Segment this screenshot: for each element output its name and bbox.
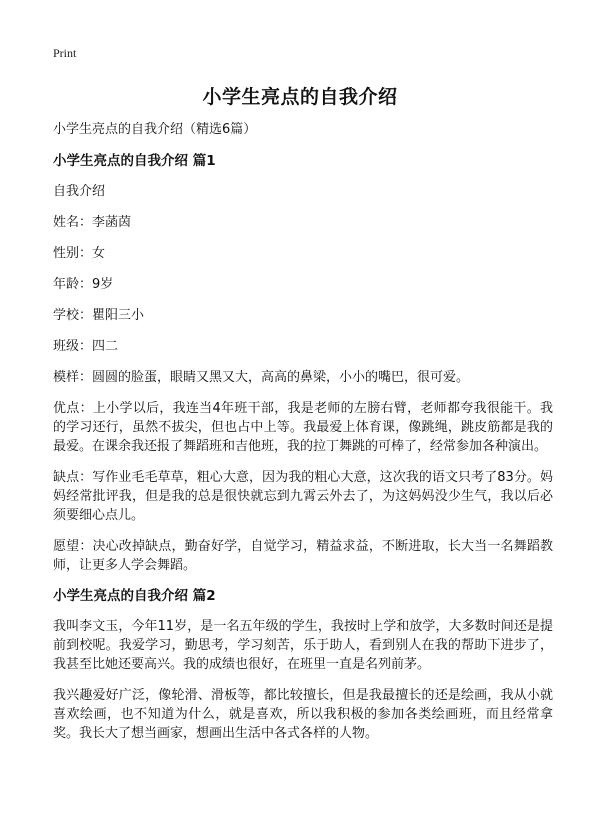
- intro-label: 自我介绍: [53, 184, 106, 199]
- age-field: 年龄：9岁: [53, 277, 114, 292]
- name-field: 姓名：李菡茵: [53, 215, 132, 230]
- weaknesses-paragraph: 缺点：写作业毛毛草草，粗心大意，因为我的粗心大意，这次我的语文只考了83分。妈妈经常批评我，但是我的总是很快就忘到九霄云外去了，为这妈妈没少生气，我以后必须要细心点儿。: [53, 470, 553, 523]
- print-link[interactable]: Print: [53, 46, 77, 60]
- document-body: [53, 120, 553, 755]
- class-field: 班级：四二: [53, 339, 119, 354]
- section2-paragraph-2: 我兴趣爱好广泛，像轮滑、滑板等，都比较擅长，但是我最擅长的还是绘画，我从小就喜欢绘画，也不知道为什么，就是喜欢，所以我积极的参加各类绘画班，而且经常拿奖。我长大了想当画家，想画出生活中各式各样的人物。: [53, 688, 553, 741]
- section2-paragraph-1: 我叫李文玉，今年11岁，是一名五年级的学生，我按时上学和放学，大多数时间还是提前到校呢。我爱学习，勤思考，学习刻苦，乐于助人，看到别人在我的帮助下进步了，我甚至比她还要高兴。我的成绩也很好，在班里一直是名列前茅。: [53, 619, 553, 672]
- appearance-paragraph: 模样：圆圆的脸蛋，眼睛又黑又大，高高的鼻梁，小小的嘴巴，很可爱。: [53, 370, 470, 385]
- document-title: 小学生亮点的自我介绍: [202, 86, 398, 108]
- section-heading-2: 小学生亮点的自我介绍 篇2: [53, 588, 216, 604]
- school-field: 学校：瞿阳三小: [53, 308, 145, 323]
- section-heading-1: 小学生亮点的自我介绍 篇1: [53, 153, 216, 169]
- wish-paragraph: 愿望：决心改掉缺点，勤奋好学，自觉学习，精益求益，不断进取，长大当一名舞蹈教师，让更多人学会舞蹈。: [53, 539, 553, 573]
- document-subtitle: 小学生亮点的自我介绍（精选6篇）: [53, 122, 257, 137]
- strengths-paragraph: 优点：上小学以后，我连当4年班干部，我是老师的左膀右臂，老师都夸我很能干。我的学习还行，虽然不拔尖，但也占中上等。我最爱上体育课，像跳绳，跳皮筋都是我的最爱。在课余我还报了舞蹈班和吉他班，我的拉丁舞跳的可棒了，经常参加各种演出。: [53, 401, 553, 454]
- gender-field: 性别：女: [53, 246, 106, 261]
